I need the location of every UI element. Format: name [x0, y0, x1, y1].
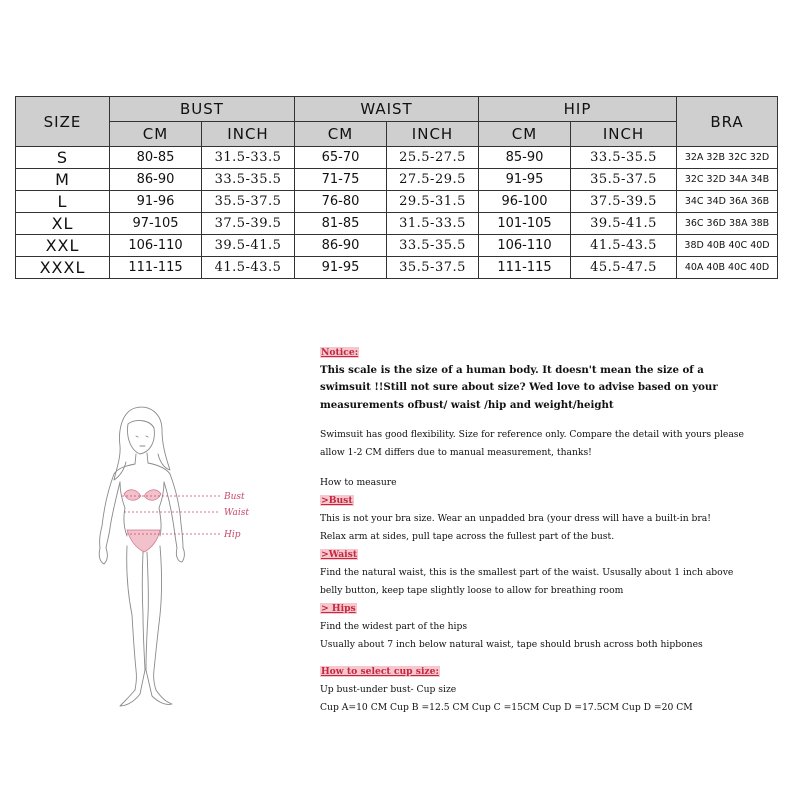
hip-cm-cell: 91-95	[479, 169, 571, 191]
body-measurement-figure	[80, 400, 270, 710]
hip-inch-cell: 37.5-39.5	[571, 191, 677, 213]
size-cell: S	[16, 147, 110, 169]
bust-line-2: Relax arm at sides, pull tape across the fullest part of the bust.	[320, 531, 615, 542]
hip-cm-cell: 101-105	[479, 213, 571, 235]
size-cell: XL	[16, 213, 110, 235]
cup-size-section-title: How to select cup size:	[321, 666, 439, 677]
cup-line-2: Cup A=10 CM Cup B =12.5 CM Cup C =15CM Cup D =17.5CM Cup D =20 CM	[320, 702, 693, 713]
hip-header: HIP	[479, 97, 677, 122]
size-header: SIZE	[16, 97, 110, 147]
unit-header-bust-inch: INCH	[202, 122, 295, 147]
waist-cm-cell: 65-70	[295, 147, 387, 169]
bust-inch-cell: 41.5-43.5	[202, 257, 295, 279]
waist-inch-cell: 35.5-37.5	[387, 257, 479, 279]
hip-cm-cell: 85-90	[479, 147, 571, 169]
table-row	[16, 169, 778, 191]
size-cell: M	[16, 169, 110, 191]
size-cell: XXXL	[16, 257, 110, 279]
bust-line-1: This is not your bra size. Wear an unpadded bra (your dress will have a built-in bra!	[320, 513, 711, 524]
waist-inch-cell: 29.5-31.5	[387, 191, 479, 213]
how-to-measure-heading: How to measure	[320, 477, 397, 488]
waist-inch-cell: 27.5-29.5	[387, 169, 479, 191]
flex-line-2: allow 1-2 CM differs due to manual measurement, thanks!	[320, 447, 592, 458]
hip-inch-cell: 41.5-43.5	[571, 235, 677, 257]
hip-cm-cell: 111-115	[479, 257, 571, 279]
waist-cm-cell: 86-90	[295, 235, 387, 257]
waist-cm-cell: 91-95	[295, 257, 387, 279]
table-row	[16, 213, 778, 235]
bust-label: Bust	[224, 492, 245, 502]
hip-inch-cell: 35.5-37.5	[571, 169, 677, 191]
bra-cell: 40A 40B 40C 40D	[677, 257, 778, 279]
bust-cm-cell: 91-96	[110, 191, 202, 213]
waist-line-1: Find the natural waist, this is the smallest part of the waist. Ususally about 1 inch above	[320, 567, 734, 578]
hip-inch-cell: 45.5-47.5	[571, 257, 677, 279]
bust-inch-cell: 33.5-35.5	[202, 169, 295, 191]
table-row	[16, 235, 778, 257]
hip-inch-cell: 33.5-35.5	[571, 147, 677, 169]
hip-label: Hip	[224, 530, 241, 540]
notes-panel	[320, 344, 790, 717]
bust-inch-cell: 35.5-37.5	[202, 191, 295, 213]
waist-label: Waist	[224, 508, 249, 518]
notice-line-1: This scale is the size of a human body. It doesn't mean the size of a	[320, 363, 704, 376]
bust-section-title: >Bust	[321, 495, 353, 506]
size-cell: XXL	[16, 235, 110, 257]
table-row	[16, 257, 778, 279]
bust-inch-cell: 31.5-33.5	[202, 147, 295, 169]
flex-line-1: Swimsuit has good flexibility. Size for reference only. Compare the detail with yours please	[320, 429, 744, 440]
bra-header: BRA	[677, 97, 778, 147]
waist-section-title: >Waist	[321, 549, 358, 560]
waist-inch-cell: 33.5-35.5	[387, 235, 479, 257]
bra-cell: 32C 32D 34A 34B	[677, 169, 778, 191]
hips-line-2: Usually about 7 inch below natural waist, tape should brush across both hipbones	[320, 639, 703, 650]
notice-line-2: swimsuit !!Still not sure about size? Wed love to advise based on your	[320, 381, 718, 393]
bust-cm-cell: 80-85	[110, 147, 202, 169]
waist-inch-cell: 31.5-33.5	[387, 213, 479, 235]
hips-section-title: > Hips	[321, 603, 356, 614]
size-cell: L	[16, 191, 110, 213]
cup-line-1: Up bust-under bust- Cup size	[320, 684, 457, 695]
hip-inch-cell: 39.5-41.5	[571, 213, 677, 235]
bra-cell: 32A 32B 32C 32D	[677, 147, 778, 169]
notice-line-3: measurements ofbust/ waist /hip and weight/height	[320, 398, 614, 411]
unit-header-hip-cm: CM	[479, 122, 571, 147]
unit-header-hip-inch: INCH	[571, 122, 677, 147]
unit-header-bust-cm: CM	[110, 122, 202, 147]
waist-cm-cell: 71-75	[295, 169, 387, 191]
bra-cell: 34C 34D 36A 36B	[677, 191, 778, 213]
table-row	[16, 147, 778, 169]
waist-inch-cell: 25.5-27.5	[387, 147, 479, 169]
unit-header-waist-inch: INCH	[387, 122, 479, 147]
notice-title: Notice:	[321, 347, 359, 358]
waist-cm-cell: 76-80	[295, 191, 387, 213]
waist-line-2: belly button, keep tape slightly loose to allow for breathing room	[320, 585, 624, 596]
size-chart-table	[15, 96, 778, 279]
hip-cm-cell: 96-100	[479, 191, 571, 213]
hip-cm-cell: 106-110	[479, 235, 571, 257]
table-row	[16, 191, 778, 213]
bust-cm-cell: 97-105	[110, 213, 202, 235]
bust-cm-cell: 86-90	[110, 169, 202, 191]
bra-cell: 36C 36D 38A 38B	[677, 213, 778, 235]
waist-cm-cell: 81-85	[295, 213, 387, 235]
bust-inch-cell: 39.5-41.5	[202, 235, 295, 257]
hips-line-1: Find the widest part of the hips	[320, 621, 468, 632]
bust-inch-cell: 37.5-39.5	[202, 213, 295, 235]
unit-header-waist-cm: CM	[295, 122, 387, 147]
bust-cm-cell: 111-115	[110, 257, 202, 279]
bust-header: BUST	[110, 97, 295, 122]
waist-header: WAIST	[295, 97, 479, 122]
bust-cm-cell: 106-110	[110, 235, 202, 257]
bra-cell: 38D 40B 40C 40D	[677, 235, 778, 257]
